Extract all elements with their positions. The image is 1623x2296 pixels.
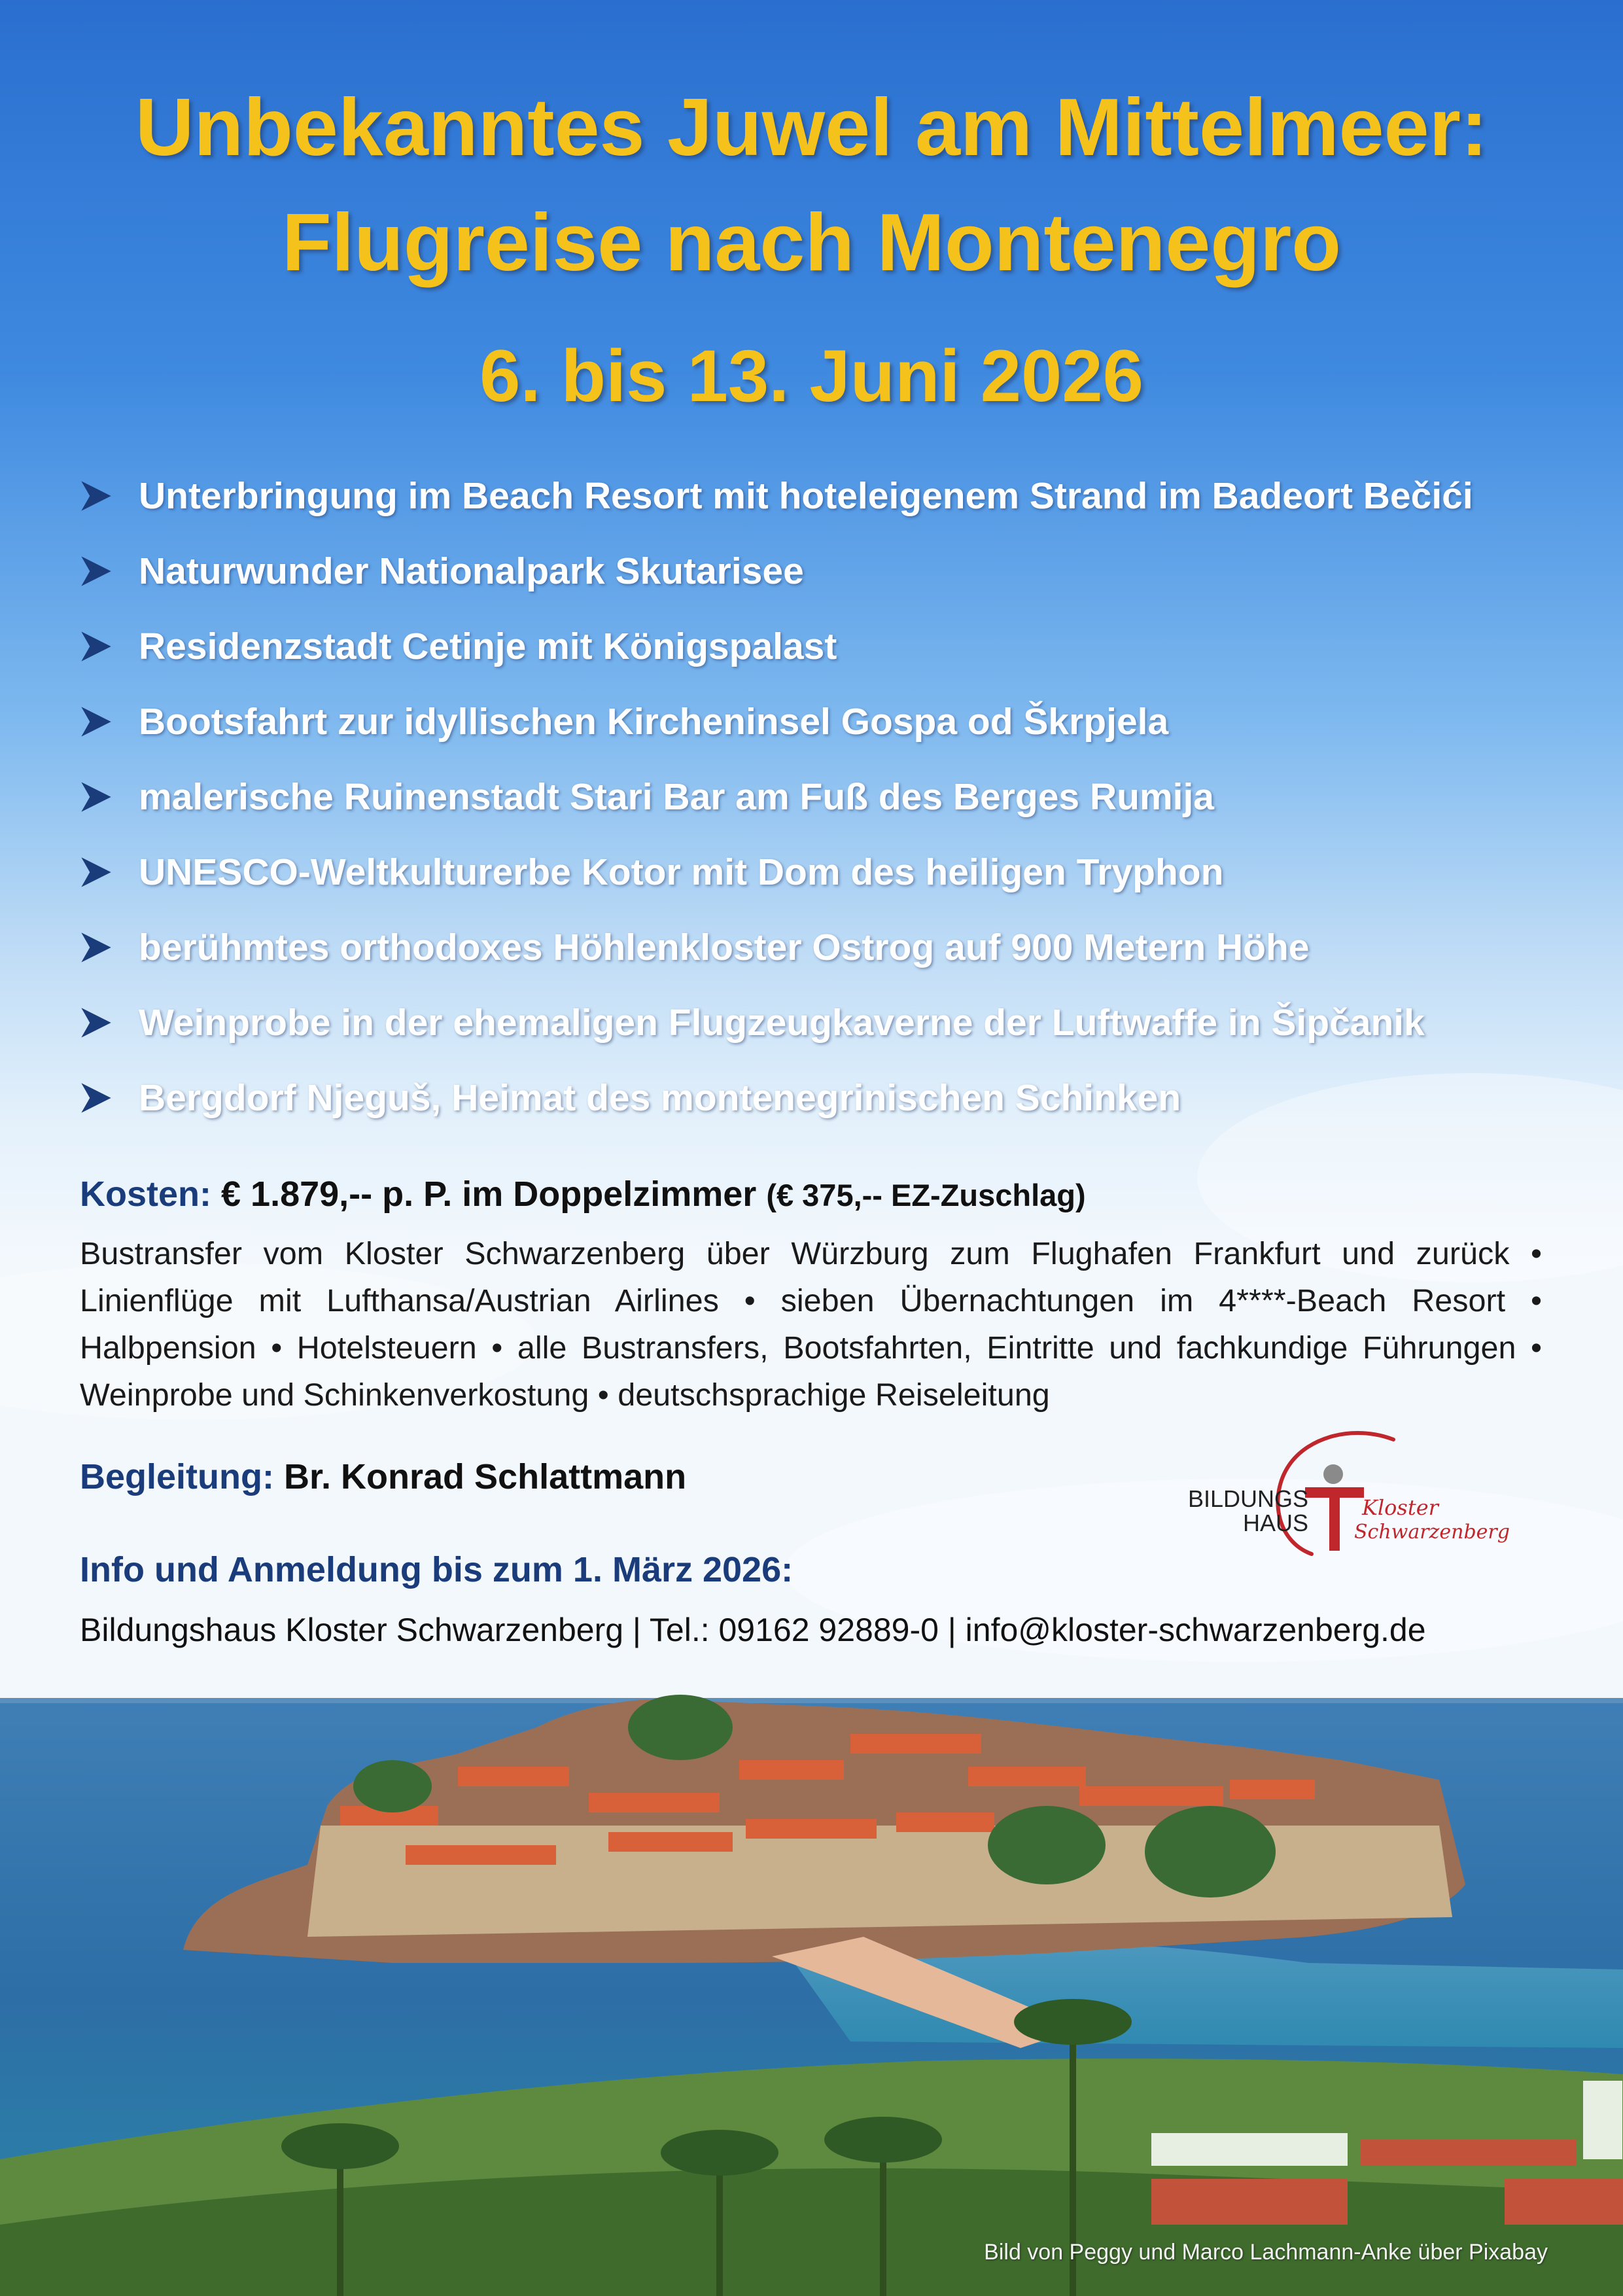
guide-line bbox=[80, 1454, 686, 1500]
arrow-bullet-icon bbox=[79, 930, 114, 965]
logo-schwarzenberg-text: Schwarzenberg bbox=[1354, 1521, 1510, 1544]
arrow-bullet-icon bbox=[79, 1005, 114, 1040]
title-line-1: Unbekanntes Juwel am Mittelmeer: bbox=[135, 82, 1488, 173]
highlight-text: Naturwunder Nationalpark Skutarisee bbox=[139, 550, 804, 592]
highlight-text: Weinprobe in der ehemaligen Flugzeugkaverne der Luftwaffe in Šipčanik bbox=[139, 1001, 1425, 1044]
highlights-list bbox=[79, 458, 1570, 1135]
arrow-bullet-icon bbox=[79, 779, 114, 815]
registration-heading bbox=[80, 1547, 793, 1593]
highlight-item bbox=[79, 458, 1570, 533]
guide-label: Begleitung: bbox=[80, 1457, 274, 1496]
guide-name: Br. Konrad Schlattmann bbox=[284, 1457, 687, 1496]
highlight-text: Bootsfahrt zur idyllischen Kircheninsel Gospa od Škrpjela bbox=[139, 700, 1169, 743]
arrow-bullet-icon bbox=[79, 629, 114, 664]
bildungshaus-logo bbox=[1178, 1417, 1518, 1574]
cost-label: Kosten: bbox=[80, 1174, 211, 1214]
logo-kloster-text: Kloster bbox=[1362, 1495, 1439, 1520]
cost-description: Bustransfer vom Kloster Schwarzenberg über Würzburg zum Flughafen Frankfurt und zurück • Linienflüge mit Lufthansa/Austrian Airlines • sieben Übernachtungen im 4****-Beach Resort • Halbpension • Hotelsteuern • alle Bustransfers, Bootsfahrten, Eintritte und fachkundige Führungen • Weinprobe und Schinkenverkostung • deutschsprachige Reiseleitung bbox=[80, 1236, 1542, 1413]
highlight-item bbox=[79, 533, 1570, 609]
highlight-text: Residenzstadt Cetinje mit Königspalast bbox=[139, 625, 837, 667]
highlight-text: malerische Ruinenstadt Stari Bar am Fuß des Berges Rumija bbox=[139, 775, 1215, 818]
highlight-item bbox=[79, 759, 1570, 834]
highlight-item bbox=[79, 985, 1570, 1060]
logo-bildungs-text: BILDUNGS bbox=[1187, 1485, 1308, 1512]
highlight-item bbox=[79, 834, 1570, 910]
travel-date: 6. bis 13. Juni 2026 bbox=[480, 335, 1143, 417]
arrow-bullet-icon bbox=[79, 855, 114, 890]
highlight-item bbox=[79, 1060, 1570, 1135]
arrow-bullet-icon bbox=[79, 554, 114, 589]
arrow-bullet-icon bbox=[79, 704, 114, 739]
cost-price: € 1.879,-- p. P. im Doppelzimmer bbox=[221, 1174, 757, 1214]
highlight-item bbox=[79, 684, 1570, 759]
logo-haus-text: HAUS bbox=[1242, 1510, 1308, 1536]
cost-supplement: (€ 375,-- EZ-Zuschlag) bbox=[766, 1178, 1086, 1212]
arrow-bullet-icon bbox=[79, 1080, 114, 1116]
highlight-text: Bergdorf Njeguš, Heimat des montenegrinischen Schinken bbox=[139, 1076, 1181, 1119]
highlight-item bbox=[79, 609, 1570, 684]
arrow-bullet-icon bbox=[79, 478, 114, 514]
cost-line bbox=[80, 1171, 1086, 1218]
highlight-item bbox=[79, 910, 1570, 985]
highlight-text: berühmtes orthodoxes Höhlenkloster Ostrog auf 900 Metern Höhe bbox=[139, 926, 1310, 968]
contact-line: Bildungshaus Kloster Schwarzenberg | Tel.: 09162 92889-0 | info@kloster-schwarzenberg.de bbox=[80, 1612, 1426, 1648]
title-line-2: Flugreise nach Montenegro bbox=[281, 198, 1342, 288]
highlight-text: UNESCO-Weltkulturerbe Kotor mit Dom des heiligen Tryphon bbox=[139, 851, 1224, 893]
photo-credit: Bild von Peggy und Marco Lachmann-Anke über Pixabay bbox=[984, 2240, 1548, 2265]
registration-heading-text: Info und Anmeldung bis zum 1. März 2026: bbox=[80, 1550, 794, 1589]
highlight-text: Unterbringung im Beach Resort mit hoteleigenem Strand im Badeort Bečići bbox=[139, 474, 1473, 517]
